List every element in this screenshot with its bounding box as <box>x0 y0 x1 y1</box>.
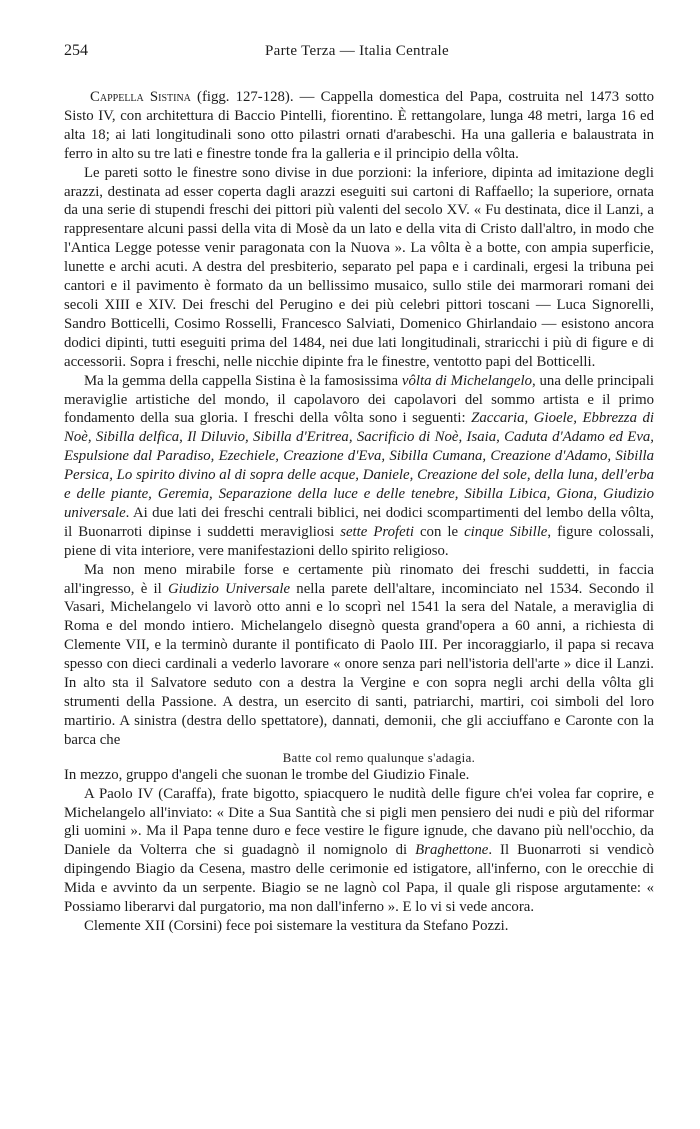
italic-title: Giudizio Universale <box>167 580 291 597</box>
italic-title: sette Profeti <box>340 523 414 540</box>
paragraph-cappella-sistina <box>64 88 654 164</box>
paragraph-angeli <box>64 766 654 785</box>
paragraph-text: Le pareti sotto le finestre sono divise in due porzioni: la inferiore, dipinta ad imitazione degli arazzi, destinata ad esser coperta dagli arazzi eseguiti sui cartoni di Raffaello; la superiore, ornata da una serie di stupendi freschi dei pittori più valenti del secolo XV. « Fu destinata, dice il Lanzi, a rappresentare alcuni passi della vita di Mosè da un lato e della vita di Cristo dall'altro, in modo che l'Antica Legge potesse venir paragonata con la Nuova ». La vôlta è a botte, con ampia superficie, lunette e archi acuti. A destra del presbiterio, separato pel papa e i cardinali, ergesi la tribuna pei cantori e il pavimento è formato da un bellissimo musaico, sullo stile dei marmorari romani dei secoli XIII e XIV. Dei freschi del Perugino e dei più celebri pittori toscani — Luca Signorelli, Sandro Botticelli, Cosimo Rosselli, Francesco Salviati, Domenico Ghirlandaio — esistono ancora dodici dipinti, tutti eseguiti prima del 1484, nei due lati longitudinali, straricchi i più di figure e di accessorii. Sopra i freschi, nelle nicchie dipinte fra le finestre, ventotto papi del Botticelli. <box>64 164 654 370</box>
paragraph-text: , figure colossali, piene di vita interiore, vere manifestazioni dello spirito religioso. <box>64 523 654 559</box>
paragraph-volta <box>64 372 654 561</box>
paragraph-text: (figg. 127-128). — Cappella domestica del Papa, costruita nel 1473 sotto Sisto IV, con architettura di Baccio Pintelli, fiorentino. È rettangolare, lunga 48 metri, larga 16 ed alta 18; ai lati longitudinali sono otto pilastri ornati d'arabeschi. Ha una galleria e balaustrata in ferro in alto su tre lati e finestre tonde fra la galleria e il principio della vôlta. <box>64 89 654 162</box>
paragraph-text: . Il Buonarroti si vendicò dipingendo Biagio da Cesena, mastro delle cerimonie ed istigatore, all'inferno, con le orecchie di Mida e avvinto da un serpente. Biagio se ne lagnò col Papa, il quale gli rispose argutamente: « Possiamo liberarvi dal purgatorio, ma non dall'inferno ». E lo vi si vede ancora. <box>64 842 655 916</box>
fresco-list: Zaccaria, Gioele, Ebbrezza di Noè, Sibilla delfica, Il Diluvio, Sibilla d'Eritrea, Sacrificio di Noè, Isaia, Caduta d'Adamo ed Eva, Espulsione dal Paradiso, Ezechiele, Creazione d'Eva, Sibilla Cumana, Creazione d'Adamo, Sibilla Persica, Lo spirito divino al di sopra delle acque, Daniele, Creazione del sole, della luna, dell'erba e delle piante, Geremia, Separazione della luce e delle tenebre, Sibilla Libica, Giona, Giudizio universale <box>64 410 654 521</box>
page-header <box>64 42 650 64</box>
running-title: Parte Terza — Italia Centrale <box>265 43 449 59</box>
italic-nickname: Braghettone <box>415 842 489 859</box>
paragraph-clemente-xii <box>64 917 654 936</box>
paragraph-text: . Ai due lati dei freschi centrali biblici, nei dodici scompartimenti del lembo della vôlta, il Buonarroti dipinse i suddetti meravigliosi <box>64 504 654 540</box>
verse-quote: Batte col remo qualunque s'adagia. <box>282 750 476 765</box>
paragraph-pareti <box>64 164 654 372</box>
italic-title: cinque Sibille <box>464 523 548 540</box>
paragraph-text: Ma la gemma della cappella Sistina è la famosissima <box>84 372 402 389</box>
paragraph-text: Clemente XII (Corsini) fece poi sistemare la vestitura da Stefano Pozzi. <box>84 917 509 934</box>
page-number: 254 <box>64 42 88 59</box>
paragraph-text: In mezzo, gruppo d'angeli che suonan le trombe del Giudizio Finale. <box>64 766 470 783</box>
italic-title: vôlta di Michelangelo <box>401 372 532 389</box>
paragraph-text: Ma non meno mirabile forse e certamente più rinomato dei freschi suddetti, in faccia all'ingresso, è il <box>64 561 654 597</box>
paragraph-paolo-iv <box>64 785 654 917</box>
body-text <box>64 88 654 936</box>
paragraph-giudizio <box>64 561 654 750</box>
paragraph-text: con le <box>413 523 465 540</box>
paragraph-text: , una delle principali meraviglie artistiche del mondo, il capolavoro dei capolavori del sommo artista e il primo fondamento della sua gloria. I freschi della vôlta sono i seguenti: <box>64 372 654 427</box>
paragraph-text: nella parete dell'altare, incominciato nel 1534. Secondo il Vasari, Michelangelo vi lavorò otto anni e lo scoprì nel 1541 la sera del Natale, a meraviglia di Roma e del mondo intiero. Michelangelo disegnò questa grand'opera a 60 anni, a richiesta di Clemente VII, e la terminò durante il pontificato di Paolo III. Per incoraggiarlo, il papa si recava spesso con dieci cardinali a vederlo lavorare « onore senza pari nell'istoria dell'arte » dice il Lanzi. In alto sta il Salvatore seduto con a destra la Vergine e con sopra negli archi della vôlta gli strumenti della Passione. A destra, un esercito di santi, patriarchi, martiri, coi simboli del loro martirio. A sinistra (destra dello spettatore), dannati, demonii, che gli acciuffano e Caronte con la barca che <box>64 580 654 748</box>
paragraph-text: A Paolo IV (Caraffa), frate bigotto, spiacquero le nudità delle figure ch'ei volea far coprire, e Michelangelo all'inviato: « Dite a Sua Santità che si pigli men pensiero dei nudi e più del riformar gli uomini ». Ma il Papa tenne duro e fece vestire le figure ignude, che davano più nell'occhio, da Daniele da Volterra che si guadagnò il nomignolo di <box>64 785 654 859</box>
entry-heading: Cappella Sistina <box>90 89 191 105</box>
